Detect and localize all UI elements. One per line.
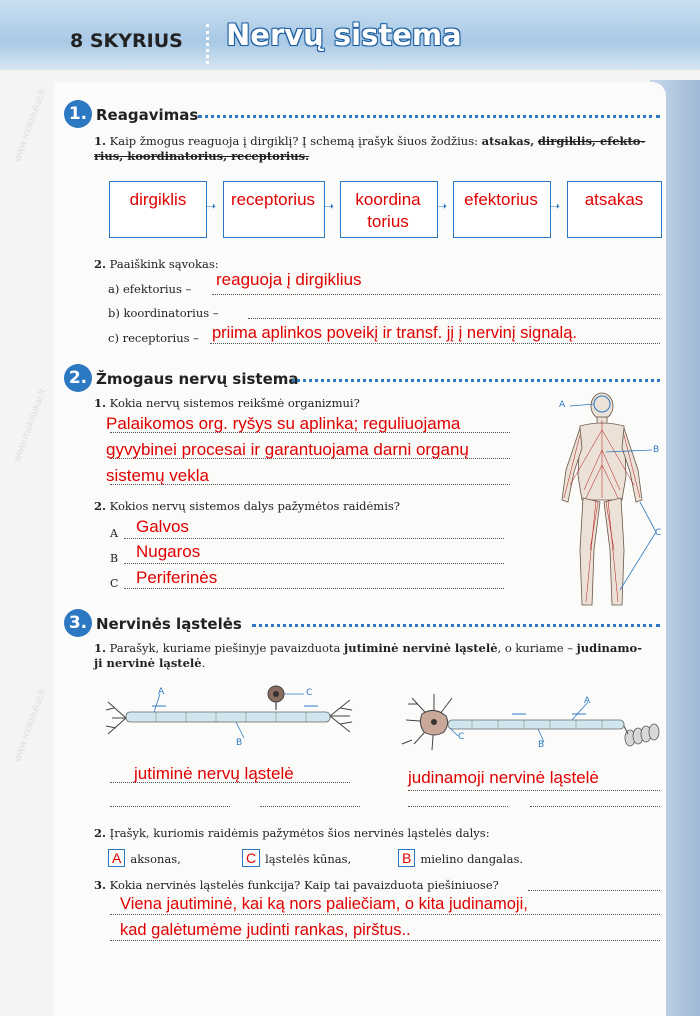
section-2-title: Žmogaus nervų sistema (96, 370, 299, 388)
s3-question-3: 3. Kokia nervinės ląstelės funkcija? Kaip tai pavaizduota piešiniuose? (94, 878, 499, 892)
s2-part-a-answer: Galvos (136, 517, 189, 536)
scheme-arrow-3: ➝ (437, 199, 448, 213)
s3-question-2: 2. Įrašyk, kuriomis raidėmis pažymėtos šios nervinės ląstelės dalys: (94, 826, 490, 840)
s3-q1-answer-1: jutiminė nervų ląstelė (134, 764, 294, 783)
s3-q3-line-0 (528, 890, 660, 891)
scheme-arrow-1: ➝ (206, 199, 217, 213)
scheme-answer-3: koordina torius (355, 190, 421, 231)
motor-neuron-figure (392, 684, 662, 764)
neuron-2-label-a: A (584, 696, 591, 706)
s3-part-1-letter: A (108, 849, 125, 867)
scheme-arrow-4: ➝ (550, 199, 561, 213)
s1-term-a-line (212, 294, 660, 295)
s2-q1-answer-line-3: sistemų vekla (106, 466, 209, 485)
s1-question-2: 2. Paaiškink sąvokas: (94, 257, 219, 271)
neuron-2-label-c: C (458, 732, 465, 742)
s2-part-a-letter: A (110, 527, 118, 540)
figure-label-c: C (655, 528, 662, 538)
s1-term-a-label: a) efektorius – (108, 282, 192, 296)
s1-question-1: 1. Kaip žmogus reaguoja į dirgiklį? Į schemą įrašyk šiuos žodžius: atsakas, dirgiklis, efekto- rius, koordinatorius, receptorius. (94, 134, 646, 163)
s2-part-c-answer: Periferinės (136, 568, 218, 587)
section-1-number: 1. (64, 100, 92, 128)
scheme-arrow-2: ➝ (324, 199, 335, 213)
s1-term-b-line (248, 318, 660, 319)
section-1-title: Reagavimas (96, 106, 199, 124)
s3-q1-line-2b (408, 806, 508, 807)
chapter-title: Nervų sistema (226, 18, 462, 52)
section-3-rule (252, 624, 660, 627)
section-2-number: 2. (64, 364, 92, 392)
section-3-title: Nervinės ląstelės (96, 615, 242, 633)
s3-part-2: C ląstelės kūnas, (242, 849, 351, 867)
s3-q3-answer-line-1: Viena jautiminė, kai ką nors paliečiam, o kita judinamoji, (120, 895, 528, 913)
neuron-2-label-b: B (538, 740, 545, 750)
scheme-answer-5: atsakas (584, 190, 644, 209)
scheme-answer-2: receptorius (230, 190, 316, 209)
s3-question-1: 1. Parašyk, kuriame piešinyje pavaizduota jutiminė nervinė ląstelė, o kuriame – judinamo- ji nervinė ląstelė. (94, 641, 642, 670)
s3-q1-answer-2: judinamoji nervinė ląstelė (408, 768, 599, 787)
neuron-1-label-a: A (158, 687, 165, 697)
s2-question-2: 2. Kokios nervų sistemos dalys pažymėtos raidėmis? (94, 499, 400, 513)
s3-q3-answer-line-2: kad galėtumėme judinti rankas, pirštus.. (120, 921, 411, 939)
nervous-system-figure (540, 390, 670, 615)
s2-q1-answer-line-2: gyvybinei procesai ir garantuojama darni organų (106, 440, 469, 459)
s3-part-3-letter: B (398, 849, 415, 867)
s1-term-a-answer: reaguoja į dirgiklius (216, 270, 362, 289)
s3-part-1: A aksonas, (108, 849, 181, 867)
s2-q1-answer-line-1: Palaikomos org. ryšys su aplinka; reguliuojama (106, 414, 461, 433)
s2-part-c-letter: C (110, 577, 119, 590)
section-2-rule (292, 379, 660, 382)
neuron-1-label-c: C (306, 688, 313, 698)
s1-term-b-label: b) koordinatorius – (108, 306, 219, 320)
s2-part-b-answer: Nugaros (136, 542, 201, 561)
scheme-answer-1: dirgiklis (129, 190, 187, 209)
scheme-answer-4: efektorius (464, 190, 538, 209)
header-divider (206, 24, 209, 64)
s3-q1-line-2a (408, 790, 660, 791)
watermark-3: www.mokslukai.lt (11, 687, 49, 764)
chapter-label: 8 SKYRIUS (70, 30, 183, 52)
watermark-2: www.mokslukai.lt (11, 387, 49, 464)
s3-part-2-letter: C (242, 849, 260, 867)
figure-label-a: A (559, 400, 566, 410)
watermark-1: www.mokslukai.lt (11, 87, 49, 164)
figure-label-b: B (653, 445, 660, 455)
section-3-number: 3. (64, 609, 92, 637)
s3-q1-line-1b (110, 806, 230, 807)
s3-q1-line-2c (530, 806, 660, 807)
s1-term-c-label: c) receptorius – (108, 331, 199, 345)
sensory-neuron-figure (104, 680, 354, 750)
s3-q1-line-1c (260, 806, 360, 807)
s2-question-1: 1. Kokia nervų sistemos reikšmė organizmui? (94, 396, 360, 410)
s3-part-3: B mielino dangalas. (398, 849, 523, 867)
section-1-rule (198, 115, 660, 118)
s1-term-c-answer: priima aplinkos poveikį ir transf. jį į nervinį signalą. (212, 324, 577, 342)
s2-part-b-letter: B (110, 552, 119, 565)
neuron-1-label-b: B (236, 738, 243, 748)
